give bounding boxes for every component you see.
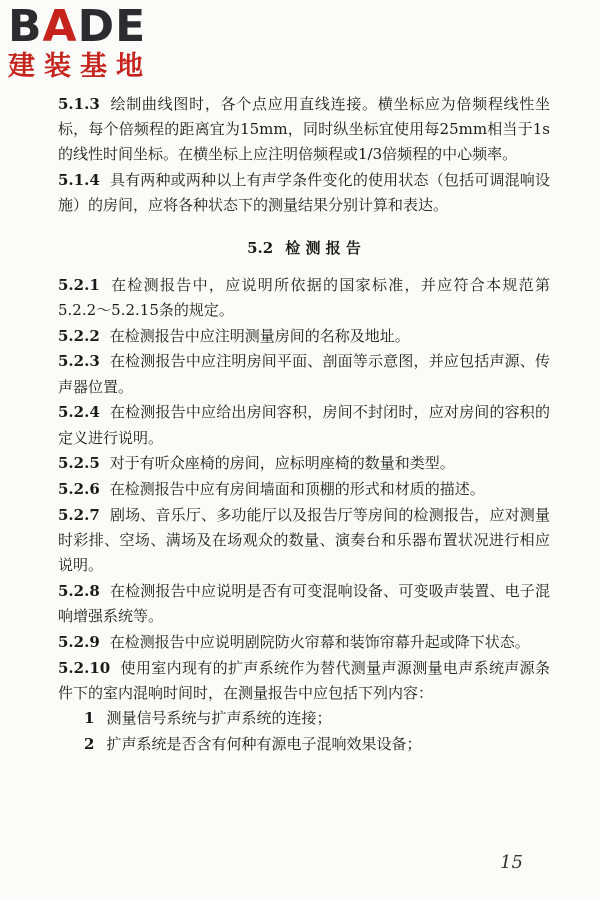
clause-5-2-5: 5.2.5 对于有听众座椅的房间，应标明座椅的数量和类型。 [58, 454, 455, 473]
page-number: 15 [500, 852, 523, 873]
clause-5-2-1: 5.2.1 在检测报告中，应说明所依据的国家标准，并应符合本规范第5.2.2～5.2.15条的规定。 [58, 275, 550, 319]
clause-5-2-8: 5.2.8 在检测报告中应说明是否有可变混响设备、可变吸声装置、电子混响增强系统等。 [58, 582, 550, 626]
clause-5-1-3: 5.1.3 绘制曲线图时，各个点应用直线连接。横坐标应为倍频程线性坐标，每个倍频程的距离宜为15mm，同时纵坐标宜使用每25mm相当于1s的线性时间坐标。在横坐标上应注明倍频程或1/3倍频程的中心频率。 [58, 95, 550, 164]
section-heading: 5.2 检 测 报 告 [247, 238, 361, 257]
clause-5-2-7: 5.2.7 剧场、音乐厅、多功能厅以及报告厅等房间的检测报告，应对测量时彩排、空场、满场及在场观众的数量、演奏台和乐器布置状况进行相应说明。 [58, 506, 550, 575]
list-item: 1 测量信号系统与扩声系统的连接； [84, 709, 332, 728]
logo-subtitle: 建装基地 [8, 51, 152, 82]
page-body [58, 92, 550, 757]
logo-mark: BADE [8, 1, 147, 52]
list-item: 2 扩声系统是否含有何种有源电子混响效果设备； [84, 734, 422, 753]
clause-5-2-9: 5.2.9 在检测报告中应说明剧院防火帘幕和装饰帘幕升起或降下状态。 [58, 633, 530, 652]
clause-5-2-4: 5.2.4 在检测报告中应给出房间容积，房间不封闭时，应对房间的容积的定义进行说明。 [58, 403, 550, 447]
clause-5-2-3: 5.2.3 在检测报告中应注明房间平面、剖面等示意图，并应包括声源、传声器位置。 [58, 352, 550, 396]
clause-5-1-4: 5.1.4 具有两种或两种以上有声学条件变化的使用状态（包括可调混响设施）的房间，应将各种状态下的测量结果分别计算和表达。 [58, 171, 550, 215]
bade-logo [8, 1, 178, 82]
clause-5-2-6: 5.2.6 在检测报告中应有房间墙面和顶棚的形式和材质的描述。 [58, 480, 485, 499]
clause-5-2-10: 5.2.10 使用室内现有的扩声系统作为替代测量声源测量电声系统声源条件下的室内混响时间时，在测量报告中应包括下列内容： [58, 659, 550, 703]
clause-5-2-2: 5.2.2 在检测报告中应注明测量房间的名称及地址。 [58, 326, 410, 345]
